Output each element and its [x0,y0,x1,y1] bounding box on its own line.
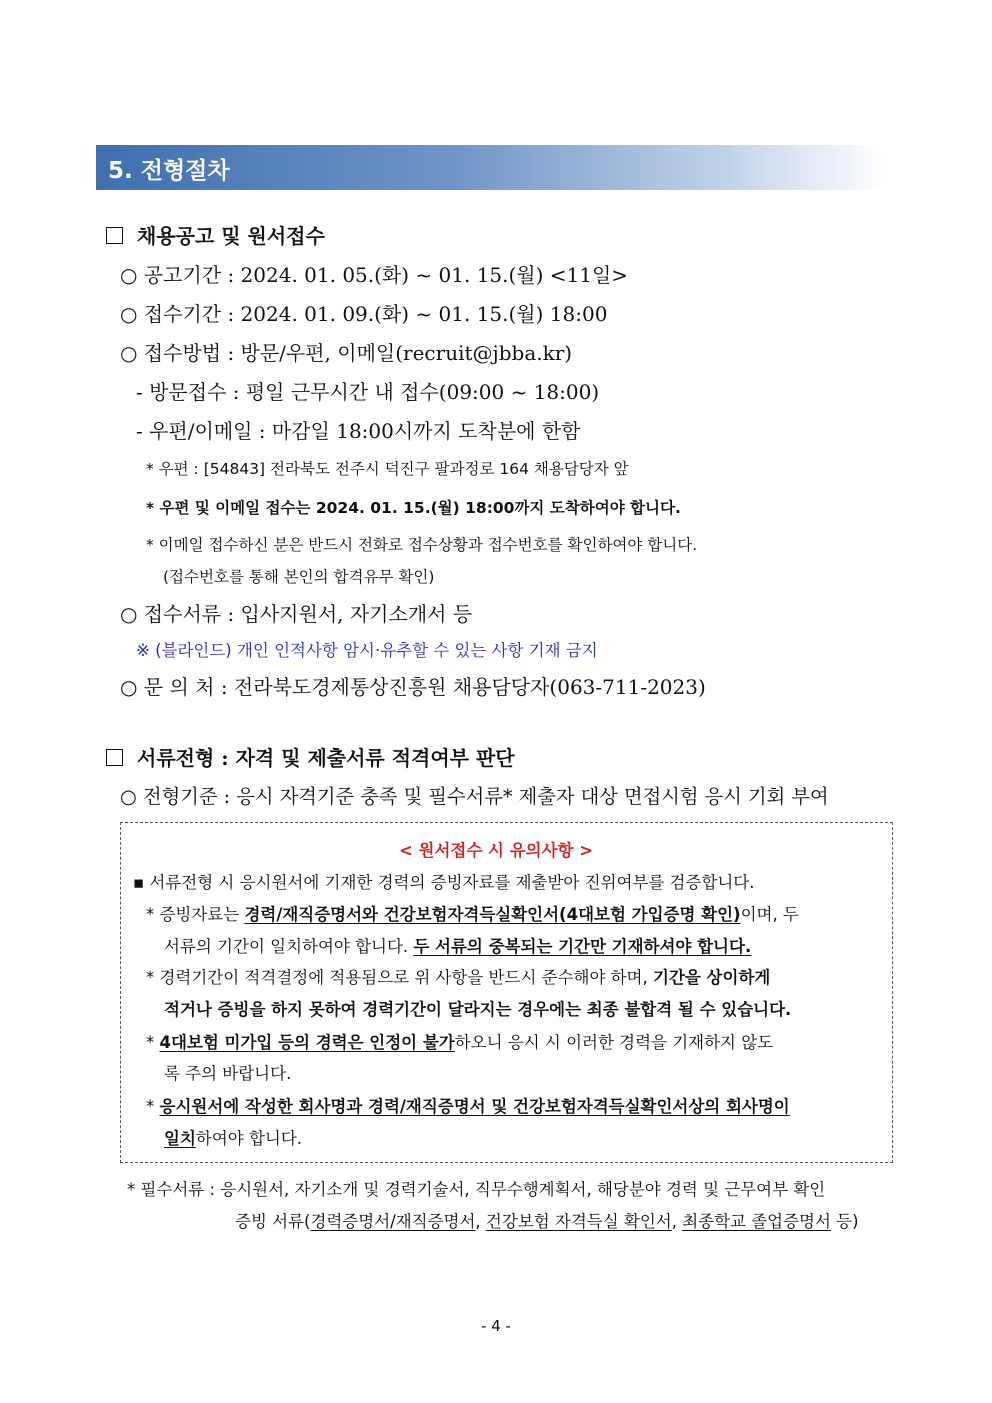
notice-period: ○ 공고기간 : 2024. 01. 05.(화) ~ 01. 15.(월) <11일> [120,263,629,287]
notice-item-evidence-2 [164,933,751,957]
notice-item-insurance-2: 록 주의 바랍니다. [164,1064,292,1083]
asterisk: * [146,1097,160,1116]
text: 서류의 기간이 일치하여야 합니다. [164,937,414,956]
footnote-required-docs-2 [235,1208,859,1232]
text: , [475,1212,486,1231]
emphasis-text: 응시원서에 작성한 회사명과 경력/재직증명서 및 건강보험자격득실확인서상의 회사명이 [159,1097,790,1116]
notice-item-evidence [146,901,799,925]
emphasis-text: 일치 [164,1129,196,1148]
text: 하여야 합니다. [195,1129,303,1148]
emphasis-text: 기간을 상이하게 [653,968,771,987]
text: 증빙 서류( [235,1212,311,1231]
visit-receipt: - 방문접수 : 평일 근무시간 내 접수(09:00 ~ 18:00) [136,380,600,404]
checkbox-square-icon [106,749,123,766]
notice-title: < 원서접수 시 유의사항 > [398,841,594,860]
section-title: 5. 전형절차 [108,158,230,184]
notice-item-career-period [146,964,770,988]
heading-document-screening-text: 서류전형 : 자격 및 제출서류 적격여부 판단 [137,746,515,770]
required-documents: ○ 접수서류 : 입사지원서, 자기소개서 등 [120,602,473,626]
emphasis-text: 경력/재직증명서와 건강보험자격득실확인서(4대보험 가입증명 확인) [244,905,741,924]
screening-criteria: ○ 전형기준 : 응시 자격기준 충족 및 필수서류* 제출자 대상 면접시험 응시 기회 부여 [120,785,829,808]
inquiry-contact: ○ 문 의 처 : 전라북도경제통상진흥원 채용담당자(063-711-2023) [120,675,706,699]
text: , [671,1212,683,1231]
text: 하오니 응시 시 이러한 경력을 기재하지 않도 [454,1033,774,1052]
notice-item-company-name-2 [164,1125,302,1149]
heading-document-screening [106,742,515,771]
email-confirm-note-2: (접수번호를 통해 본인의 합격유무 확인) [163,568,435,586]
notice-item-verification: ▪ 서류전형 시 응시원서에 기재한 경력의 증빙자료를 제출받아 진위여부를 검증합니다. [133,873,755,892]
text: 이며, 두 [740,905,799,924]
text: * 증빙자료는 [146,905,245,924]
notice-item-company-name [146,1093,790,1117]
text: * 경력기간이 적격결정에 적용됨으로 위 사항을 반드시 준수해야 하며, [146,968,653,987]
page-number: - 4 - [481,1317,511,1335]
footnote-required-docs: * 필수서류 : 응시원서, 자기소개 및 경력기술서, 직무수행계획서, 해당분야 경력 및 근무여부 확인 [127,1180,826,1199]
blind-notice: ※ (블라인드) 개인 인적사항 암시·유추할 수 있는 사항 기재 금지 [136,641,598,660]
email-confirm-note: * 이메일 접수하신 분은 반드시 전화로 접수상황과 접수번호를 확인하여야 합니다. [146,536,698,554]
heading-application-text: 채용공고 및 원서접수 [137,224,325,248]
underlined-text: 경력증명서/재직증명서 [310,1212,476,1231]
underlined-text: 최종학교 졸업증명서 [682,1212,831,1231]
emphasis-text: 두 서류의 중복되는 기간만 기재하셔야 합니다. [413,937,752,956]
underlined-text: 건강보험 자격득실 확인서 [485,1212,672,1231]
emphasis-text: 4대보험 미가입 등의 경력은 인정이 불가 [159,1033,455,1052]
checkbox-square-icon [106,227,123,244]
heading-application [106,220,325,249]
notice-item-insurance [146,1029,773,1053]
mail-email-receipt: - 우편/이메일 : 마감일 18:00시까지 도착분에 한함 [136,419,581,443]
notice-item-career-period-2: 적거나 증빙을 하지 못하여 경력기간이 달라지는 경우에는 최종 불합격 될 수 있습니다. [164,1000,792,1019]
receipt-period: ○ 접수기간 : 2024. 01. 09.(화) ~ 01. 15.(월) 18:00 [120,302,608,326]
text: 등) [830,1212,859,1231]
postal-address-note: * 우편 : [54843] 전라북도 전주시 덕진구 팔과정로 164 채용담당자 앞 [146,460,629,478]
receipt-method: ○ 접수방법 : 방문/우편, 이메일(recruit@jbba.kr) [120,341,573,365]
asterisk: * [146,1033,160,1052]
deadline-note: * 우편 및 이메일 접수는 2024. 01. 15.(월) 18:00까지 도착하여야 합니다. [146,499,681,517]
